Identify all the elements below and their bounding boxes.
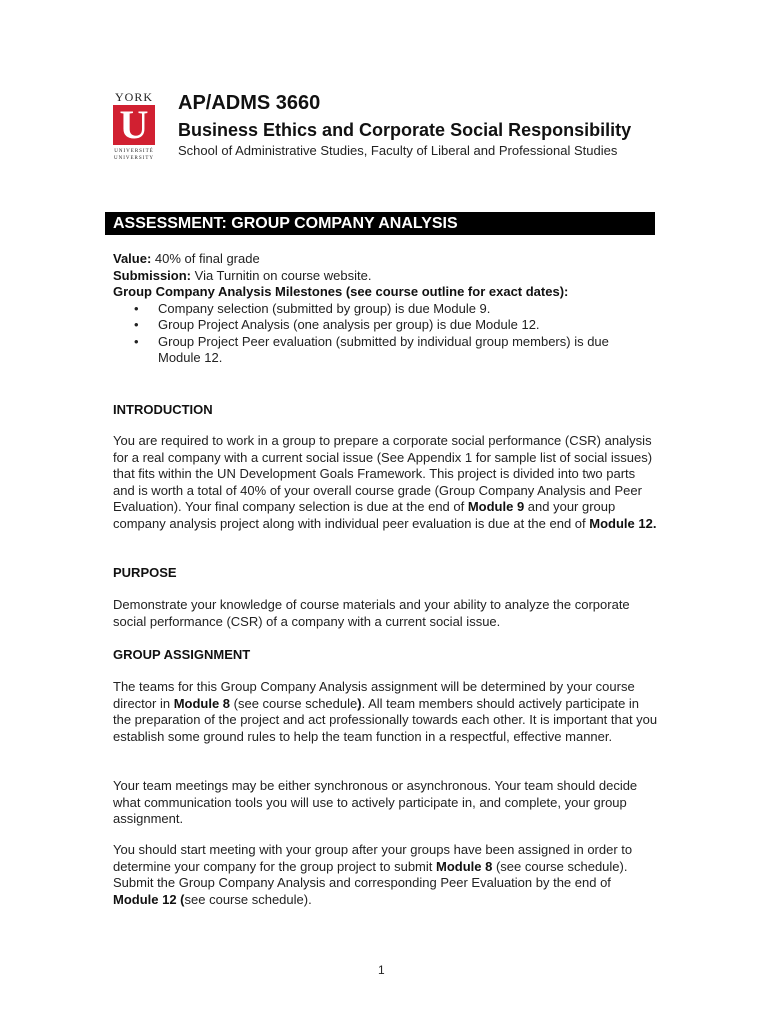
- milestone-text: Group Project Analysis (one analysis per group) is due Module 12.: [158, 317, 540, 332]
- ga-p1-text-3: . All team members should actively participate in the preparation of the project and act professionally towards each other. It is important that you establish some ground rules to help the team function in a respectful, effective manner.: [113, 695, 658, 744]
- purpose-paragraph: [113, 597, 658, 630]
- logo-universite: UNIVERSITÉ: [114, 149, 154, 154]
- ga-p2-text: Your team meetings may be either synchronous or asynchronous. Your team should decide what communication tools you will use to actively participate in, and complete, your group assignment.: [113, 778, 638, 826]
- school-name: School of Administrative Studies, Faculty of Liberal and Professional Studies: [178, 143, 618, 158]
- ga-p1-text-1: The teams for this Group Company Analysis assignment will be determined by your course director in: [113, 679, 635, 711]
- intro-text-1: You are required to work in a group to prepare a corporate social performance (CSR) analysis for a real company with a current social issue (See Appendix 1 for sample list of social issues) that fits within the UN Development Goals Framework. This project is divided into two parts and is worth a total of 40% of your overall course grade (Group Company Analysis and Peer Evaluation). Your final company selection is due at the end of: [113, 433, 653, 514]
- bullet-icon: •: [134, 333, 139, 349]
- assessment-summary: [113, 251, 658, 367]
- logo-university: UNIVERSITY: [114, 156, 154, 161]
- bullet-icon: •: [134, 300, 139, 316]
- group-assignment-paragraph-3: [113, 842, 658, 908]
- milestone-text: Group Project Peer evaluation (submitted by individual group members) is due Module 12.: [158, 333, 609, 365]
- intro-text-2: and your group company analysis project along with individual peer evaluation is due at the end of: [113, 499, 616, 531]
- value-label: Value:: [113, 251, 152, 266]
- list-item: [113, 301, 658, 318]
- ga-p1-bold-2: ): [357, 695, 362, 711]
- intro-bold-1: Module 9: [467, 499, 525, 514]
- submission-line: [113, 268, 658, 285]
- submission-label: Submission:: [113, 267, 192, 283]
- group-assignment-heading: GROUP ASSIGNMENT: [113, 647, 251, 662]
- purpose-text: Demonstrate your knowledge of course materials and your ability to analyze the corporate social performance (CSR) of a company with a current social issue.: [113, 597, 630, 629]
- york-university-logo: [110, 90, 160, 170]
- course-title: Business Ethics and Corporate Social Responsibility: [178, 120, 632, 140]
- list-item: [113, 317, 658, 334]
- logo-york-text: YORK: [114, 90, 153, 104]
- ga-p3-text-1: You should start meeting with your group after your groups have been assigned in order to determine your company for the group project to submit: [113, 842, 633, 874]
- value-line: [113, 251, 658, 268]
- ga-p3-bold-2: Module 12 (: [113, 891, 185, 907]
- ga-p3-text-3: see course schedule).: [184, 891, 312, 907]
- submission-text: Via Turnitin on course website.: [191, 267, 372, 283]
- milestones-list: [113, 301, 658, 367]
- logo-red-box: [113, 102, 155, 147]
- ga-p3-bold-1: Module 8: [436, 858, 493, 874]
- list-item: [113, 334, 658, 367]
- purpose-heading: PURPOSE: [113, 565, 177, 580]
- introduction-heading: INTRODUCTION: [113, 402, 213, 417]
- page-number: 1: [378, 963, 385, 977]
- bullet-icon: •: [134, 317, 139, 332]
- value-text: 40% of final grade: [151, 251, 260, 266]
- milestone-text: Company selection (submitted by group) is due Module 9.: [158, 300, 491, 316]
- introduction-paragraph: [113, 433, 658, 532]
- ga-p1-bold-1: Module 8: [173, 695, 231, 711]
- intro-bold-2: Module 12.: [589, 515, 657, 531]
- section-bar: ASSESSMENT: GROUP COMPANY ANALYSIS: [105, 212, 655, 235]
- logo-university-text: [110, 148, 158, 162]
- course-code: AP/ADMS 3660: [178, 92, 321, 114]
- group-assignment-paragraph-2: [113, 778, 658, 828]
- ga-p1-text-2: (see course schedule: [230, 695, 358, 711]
- ga-p3-text-2: (see course schedule). Submit the Group Company Analysis and corresponding Peer Evaluation by the end of: [113, 858, 628, 890]
- milestones-heading: Group Company Analysis Milestones (see course outline for exact dates):: [113, 284, 569, 299]
- logo-u-letter: U: [119, 102, 149, 147]
- group-assignment-paragraph-1: [113, 679, 658, 745]
